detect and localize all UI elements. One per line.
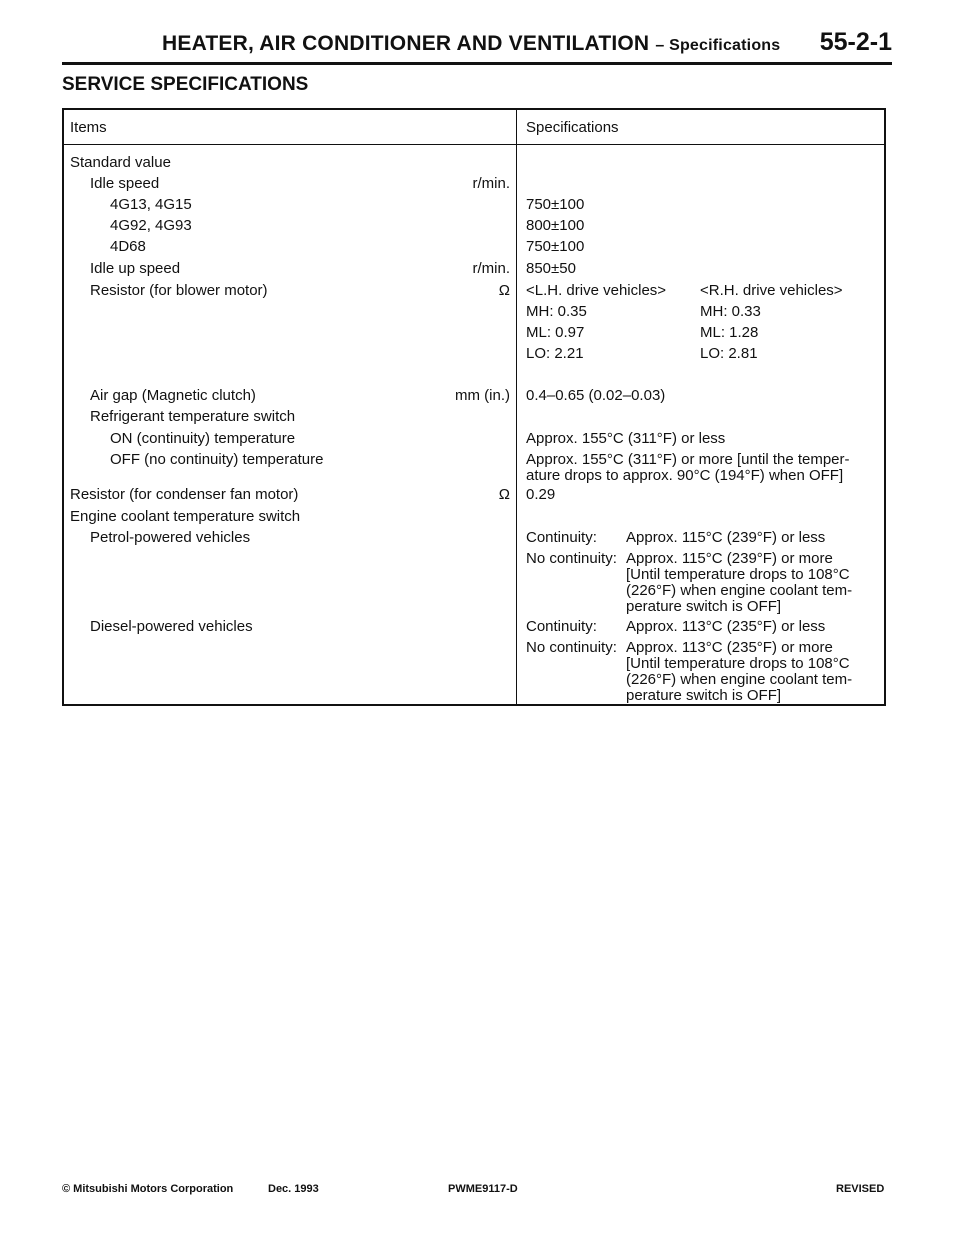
spec-petrol-no-continuity-line1: Approx. 115°C (239°F) or more [626, 550, 833, 567]
spec-petrol-no-continuity-label: No continuity: [526, 550, 617, 567]
item-engine-4g13: 4G13, 4G15 [110, 196, 192, 213]
spec-engine-4d68: 750±100 [526, 238, 585, 255]
item-air-gap: Air gap (Magnetic clutch) [90, 387, 256, 404]
spec-lh-mh: MH: 0.35 [526, 303, 587, 320]
spec-petrol-continuity-label: Continuity: [526, 529, 597, 546]
spec-air-gap: 0.4–0.65 (0.02–0.03) [526, 387, 666, 404]
item-idle-speed: Idle speed [90, 175, 160, 192]
column-header-specifications: Specifications [526, 119, 619, 136]
footer-copyright: © Mitsubishi Motors Corporation [62, 1183, 234, 1195]
item-petrol-vehicles: Petrol-powered vehicles [90, 529, 251, 546]
spec-engine-4g92: 800±100 [526, 217, 585, 234]
spec-petrol-no-continuity-line2: [Until temperature drops to 108°C [626, 566, 850, 583]
spec-off-temperature-line2: ature drops to approx. 90°C (194°F) when OFF] [526, 467, 844, 484]
header-title [162, 32, 780, 56]
spec-off-temperature-line1: Approx. 155°C (311°F) or more [until the temper- [526, 451, 850, 468]
spec-petrol-no-continuity-line3: (226°F) when engine coolant tem- [626, 582, 853, 599]
spec-diesel-continuity-label: Continuity: [526, 618, 597, 635]
footer-date: Dec. 1993 [268, 1183, 319, 1195]
item-coolant-switch: Engine coolant temperature switch [70, 508, 301, 525]
item-resistor-condenser-fan: Resistor (for condenser fan motor) [70, 486, 299, 503]
item-off-temperature: OFF (no continuity) temperature [110, 451, 324, 468]
spec-diesel-continuity: Approx. 113°C (235°F) or less [626, 618, 826, 635]
footer-status: REVISED [836, 1183, 885, 1195]
spec-petrol-continuity: Approx. 115°C (239°F) or less [626, 529, 826, 546]
spec-idle-up: 850±50 [526, 260, 576, 277]
unit-idle-up-speed: r/min. [472, 260, 510, 277]
spec-diesel-no-continuity-line3: (226°F) when engine coolant tem- [626, 671, 853, 688]
item-idle-up-speed: Idle up speed [90, 260, 181, 277]
item-engine-4d68: 4D68 [110, 238, 146, 255]
header-subtitle: – Specifications [655, 37, 781, 54]
item-standard-value: Standard value [70, 154, 171, 171]
spec-on-temperature: Approx. 155°C (311°F) or less [526, 430, 726, 447]
column-header-items: Items [70, 119, 107, 136]
unit-ohm-blower: Ω [498, 282, 510, 299]
page-header [62, 26, 892, 65]
spec-rh-lo: LO: 2.81 [700, 345, 758, 362]
spec-diesel-no-continuity-line2: [Until temperature drops to 108°C [626, 655, 850, 672]
spec-rh-mh: MH: 0.33 [700, 303, 761, 320]
spec-diesel-no-continuity-line4: perature switch is OFF] [626, 687, 782, 704]
item-resistor-blower: Resistor (for blower motor) [90, 282, 268, 299]
spec-lh-lo: LO: 2.21 [526, 345, 584, 362]
header-divider [64, 144, 884, 145]
spec-diesel-no-continuity-line1: Approx. 113°C (235°F) or more [626, 639, 833, 656]
spec-lh-ml: ML: 0.97 [526, 324, 585, 341]
section-title: SERVICE SPECIFICATIONS [62, 74, 309, 95]
specifications-table [62, 108, 886, 706]
unit-air-gap: mm (in.) [455, 387, 510, 404]
spec-lh-heading: <L.H. drive vehicles> [526, 282, 667, 299]
header-title-text: HEATER, AIR CONDITIONER AND VENTILATION [162, 32, 650, 55]
spec-resistor-fan: 0.29 [526, 486, 556, 503]
page-number: 55-2-1 [819, 28, 892, 56]
spec-diesel-no-continuity-label: No continuity: [526, 639, 617, 656]
item-on-temperature: ON (continuity) temperature [110, 430, 296, 447]
item-engine-4g92: 4G92, 4G93 [110, 217, 192, 234]
spec-petrol-no-continuity-line4: perature switch is OFF] [626, 598, 782, 615]
spec-rh-ml: ML: 1.28 [700, 324, 759, 341]
footer-code: PWME9117-D [448, 1183, 518, 1195]
spec-engine-4g13: 750±100 [526, 196, 585, 213]
item-diesel-vehicles: Diesel-powered vehicles [90, 618, 253, 635]
column-divider [516, 110, 517, 704]
spec-rh-heading: <R.H. drive vehicles> [700, 282, 843, 299]
item-refrigerant-switch: Refrigerant temperature switch [90, 408, 296, 425]
unit-ohm-fan: Ω [498, 486, 510, 503]
unit-idle-speed: r/min. [472, 175, 510, 192]
